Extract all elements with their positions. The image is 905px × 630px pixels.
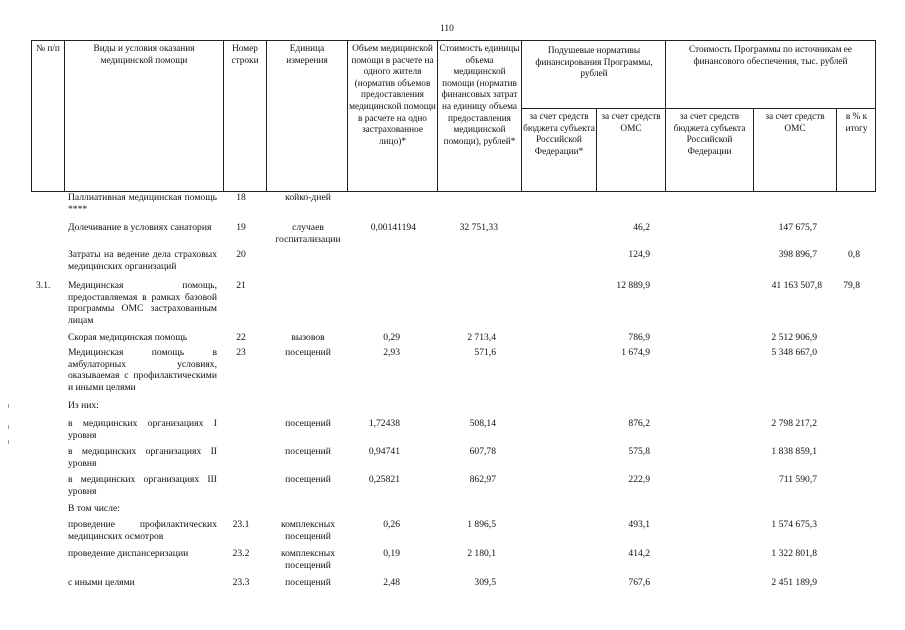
row-12-src-oms: 1 322 801,8	[771, 548, 817, 559]
row-3-pct: 79,8	[843, 280, 860, 291]
row-4-line: 22	[236, 332, 246, 343]
scan-mark	[8, 404, 9, 408]
header-divider	[266, 40, 267, 192]
row-2-pct: 0,8	[848, 249, 860, 260]
row-5-cost: 571,6	[474, 347, 496, 358]
header-divider	[437, 40, 438, 192]
scan-mark	[8, 440, 9, 444]
row-5-volume: 2,93	[383, 347, 400, 358]
row-3-line: 21	[236, 280, 246, 291]
row-4-src-oms: 2 512 906,9	[771, 332, 817, 343]
row-7-src-oms: 2 798 217,2	[771, 418, 817, 429]
row-11-src-oms: 1 574 675,3	[771, 519, 817, 530]
header-divider	[596, 108, 597, 192]
row-13-src-oms: 2 451 189,9	[771, 577, 817, 588]
header-pc-oms: за счет средств ОМС	[601, 112, 661, 134]
row-11-volume: 0,26	[383, 519, 400, 530]
row-11-pc-oms: 493,1	[628, 519, 650, 530]
row-8-cost: 607,78	[469, 446, 496, 457]
header-divider	[753, 108, 754, 192]
header-group-rule	[521, 108, 876, 109]
row-8-src-oms: 1 838 859,1	[771, 446, 817, 457]
row-0-line: 18	[236, 192, 246, 203]
row-13-pc-oms: 767,6	[628, 577, 650, 588]
row-13-cost: 309,5	[474, 577, 496, 588]
row-4-volume: 0,29	[383, 332, 400, 343]
header-nn: № п/п	[36, 44, 60, 54]
row-12-line: 23.2	[232, 548, 250, 559]
header-top-rule	[31, 40, 876, 41]
row-2-line: 20	[236, 249, 246, 260]
row-5-name: Медицинская помощь в амбулаторных условиях, оказываемая с профилактическими и иными целями	[68, 347, 217, 393]
row-7-name: в медицинских организациях I уровня	[68, 418, 217, 441]
header-divider	[521, 40, 522, 192]
row-4-pc-oms: 786,9	[628, 332, 650, 343]
row-2-src-oms: 398 896,7	[778, 249, 817, 260]
row-1-volume: 0,00141194	[370, 222, 416, 233]
row-11-line: 23.1	[232, 519, 250, 530]
row-6-name: Из них:	[68, 400, 99, 411]
row-8-pc-oms: 575,8	[628, 446, 650, 457]
row-9-src-oms: 711 590,7	[778, 474, 817, 485]
row-9-name: в медицинских организациях III уровня	[68, 474, 217, 497]
row-8-unit: посещений	[285, 446, 331, 457]
header-divider	[64, 40, 65, 192]
header-sources-group: Стоимость Программы по источникам ее финансового обеспечения, тыс. рублей	[688, 45, 853, 67]
header-unit: Единица измерения	[286, 44, 328, 66]
row-1-name: Долечивание в условиях санатория	[68, 222, 212, 233]
row-5-src-oms: 5 348 667,0	[771, 347, 817, 358]
row-0-unit: койко-дней	[285, 192, 331, 203]
row-7-volume: 1,72438	[368, 418, 400, 429]
row-2-pc-oms: 124,9	[628, 249, 650, 260]
row-13-line: 23.3	[232, 577, 250, 588]
row-4-name: Скорая медицинская помощь	[68, 332, 188, 343]
row-12-volume: 0,19	[383, 548, 400, 559]
row-1-line: 19	[236, 222, 246, 233]
row-3-name: Медицинская помощь, предоставляемая в рамках базовой программы ОМС застрахованным лицам	[68, 280, 217, 326]
row-7-pc-oms: 876,2	[628, 418, 650, 429]
row-12-cost: 2 180,1	[467, 548, 496, 559]
header-pc-budget: за счет средств бюджета субъекта Российской Федерации*	[523, 112, 595, 157]
row-5-pc-oms: 1 674,9	[621, 347, 650, 358]
header-divider	[665, 40, 666, 192]
row-10-name: В том числе:	[68, 503, 120, 514]
header-src-oms: за счет средств ОМС	[765, 112, 825, 134]
header-per-capita-group: Подушевые нормативы финансирования Программы, рублей	[535, 46, 653, 80]
row-8-name: в медицинских организациях II уровня	[68, 446, 217, 469]
header-divider	[347, 40, 348, 192]
row-1-pc-oms: 46,2	[633, 222, 650, 233]
header-line: Номер строки	[231, 44, 259, 66]
header-divider	[31, 40, 32, 192]
page-number: 110	[440, 24, 454, 34]
row-3-pc-oms: 12 889,9	[616, 280, 650, 291]
row-5-unit: посещений	[285, 347, 331, 358]
row-11-cost: 1 896,5	[467, 519, 496, 530]
row-1-unit: случаев госпитализации	[275, 222, 341, 245]
row-2-name: Затраты на ведение дела страховых медицинских организаций	[68, 249, 217, 272]
header-src-budget: за счет средств бюджета субъекта Российской Федерации	[673, 112, 746, 157]
header-divider	[836, 108, 837, 192]
row-1-cost: 32 751,33	[459, 222, 498, 233]
row-13-name: с иными целями	[68, 577, 135, 588]
row-4-cost: 2 713,4	[467, 332, 496, 343]
row-11-unit: комплексных посещений	[280, 519, 336, 542]
row-9-pc-oms: 222,9	[628, 474, 650, 485]
row-5-line: 23	[236, 347, 246, 358]
row-7-unit: посещений	[285, 418, 331, 429]
header-types: Виды и условия оказания медицинской помощи	[93, 44, 195, 66]
row-9-unit: посещений	[285, 474, 331, 485]
header-pct: в % к итогу	[845, 112, 868, 134]
header-volume: Объем медицинской помощи в расчете на одного жителя (норматив объемов предоставления медицинской помощи в расчете на одно застрахованное лицо)*	[349, 44, 436, 147]
row-11-name: проведение профилактических медицинских осмотров	[68, 519, 217, 542]
row-1-src-oms: 147 675,7	[778, 222, 817, 233]
row-12-name: проведение диспансеризации	[68, 548, 189, 559]
row-13-volume: 2,48	[383, 577, 400, 588]
row-7-cost: 508,14	[469, 418, 496, 429]
row-4-unit: вызовов	[291, 332, 325, 343]
row-3-src-oms: 41 163 507,8	[771, 280, 822, 291]
header-cost: Стоимость единицы объема медицинской помощи (норматив финансовых затрат на единицу объема предоставления медицинской помощи), рублей*	[439, 44, 520, 147]
row-13-unit: посещений	[285, 577, 331, 588]
table-header	[31, 40, 876, 192]
header-divider	[875, 40, 876, 192]
row-8-volume: 0,94741	[368, 446, 400, 457]
row-12-unit: комплексных посещений	[280, 548, 336, 571]
row-3-nn: 3.1.	[36, 280, 51, 291]
row-0-name: Паллиативная медицинская помощь ****	[68, 192, 217, 215]
row-9-volume: 0,25821	[368, 474, 400, 485]
row-9-cost: 862,97	[469, 474, 496, 485]
scan-mark	[8, 425, 9, 429]
row-12-pc-oms: 414,2	[628, 548, 650, 559]
